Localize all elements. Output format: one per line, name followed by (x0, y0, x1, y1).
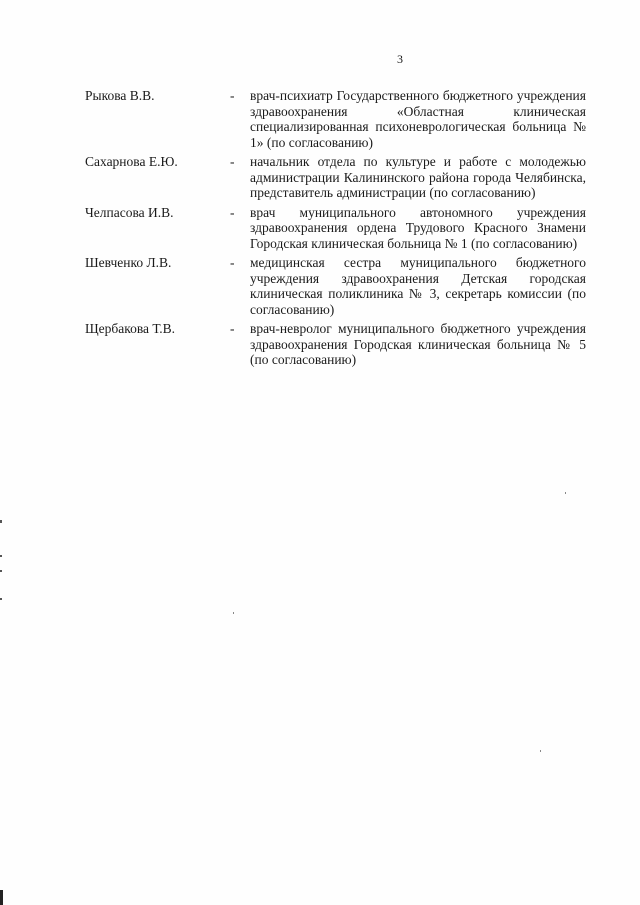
member-dash: - (230, 154, 235, 169)
member-role: врач-невролог муниципального бюджетного учреждения здравоохранения Городская клиническая больница № 5 (по согласованию) (250, 321, 586, 367)
scan-edge-artifact (0, 0, 3, 905)
page-number: 3 (397, 52, 403, 66)
member-dash: - (230, 255, 235, 270)
member-role: начальник отдела по культуре и работе с молодежью администрации Калининского района города Челябинска, представитель администрации (по согласованию) (250, 154, 586, 200)
member-name: Челпасова И.В. (85, 204, 174, 220)
member-role: врач-психиатр Государственного бюджетного учреждения здравоохранения «Областная клиническая специализированная психоневрологическая больница № 1» (по согласованию) (250, 88, 586, 150)
member-dash: - (230, 321, 235, 336)
member-row (85, 154, 590, 201)
member-dash: - (230, 204, 235, 220)
scan-speck (565, 492, 566, 494)
member-row (85, 321, 590, 368)
member-dash: - (230, 88, 235, 103)
member-name: Щербакова Т.В. (85, 321, 176, 336)
member-role: врач муниципального автономного учреждения здравоохранения ордена Трудового Красного Знамени Городская клиническая больница № 1 (по согласованию) (250, 204, 586, 251)
member-name: Рыкова В.В. (85, 88, 155, 103)
commission-member-list (85, 88, 590, 370)
member-row (85, 88, 590, 150)
member-row (85, 205, 590, 252)
member-name: Сахарнова Е.Ю. (85, 154, 178, 169)
member-name: Шевченко Л.В. (85, 255, 172, 270)
scan-speck (540, 750, 541, 752)
scan-speck (233, 612, 234, 614)
member-role: медицинская сестра муниципального бюджетного учреждения здравоохранения Детская городская клиническая поликлиника № 3, секретарь комиссии (по согласованию) (250, 255, 586, 317)
member-row (85, 255, 590, 317)
